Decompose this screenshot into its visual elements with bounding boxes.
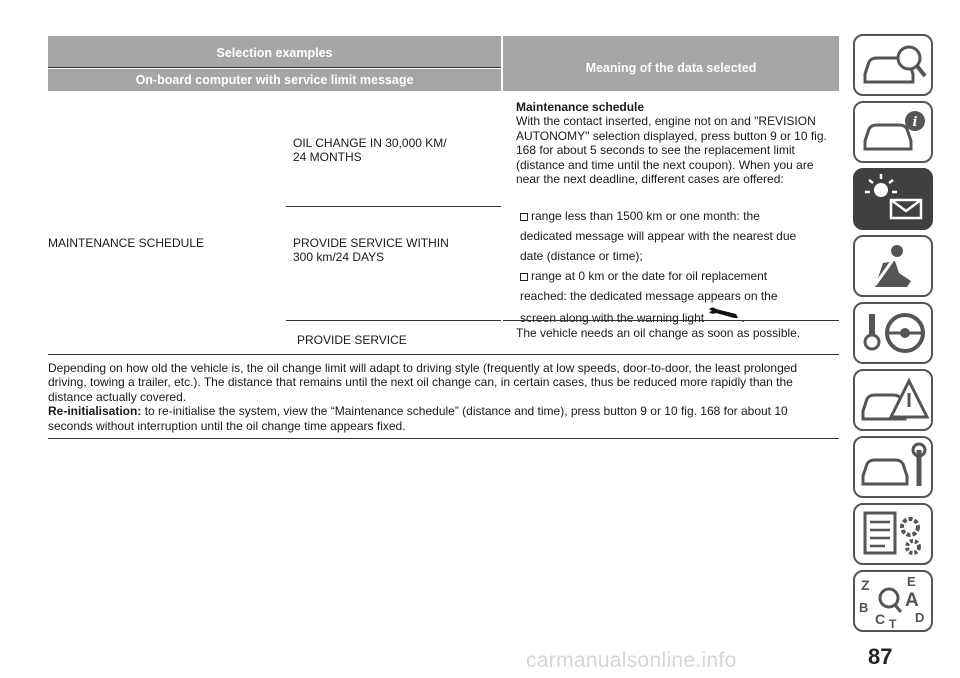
checkbox-bullet-icon [520, 213, 528, 221]
bullet-1-text: range less than 1500 km or one month: the dedicated message will appear with the nearest due date (distance or time); [520, 209, 797, 263]
reinit-paragraph [48, 404, 834, 433]
checkbox-bullet-icon [520, 273, 528, 281]
header-meaning: Meaning of the data selected [503, 36, 839, 91]
cell-oil-change [293, 136, 483, 165]
row-label-maintenance-schedule: MAINTENANCE SCHEDULE [48, 236, 205, 250]
header-divider [48, 67, 501, 68]
cell-oil-change-line1: OIL CHANGE IN 30,000 KM/ [293, 136, 447, 150]
bullet-item-1 [520, 206, 800, 266]
sidebar-tab-car-info[interactable] [853, 101, 933, 163]
sidebar-tab-warning-lights[interactable] [853, 168, 933, 230]
car-wrench-icon [855, 438, 931, 496]
meaning-title: Maintenance schedule [516, 100, 645, 114]
sidebar-tab-starting-driving[interactable] [853, 302, 933, 364]
body-bottom-rule [48, 438, 839, 439]
body-text [48, 361, 834, 433]
index-letter-c: C [875, 611, 886, 627]
header-onboard-computer: On-board computer with service limit message [48, 69, 501, 91]
header-selection-examples: Selection examples [48, 36, 501, 68]
key-steering-wheel-icon [855, 304, 931, 362]
bullet-2-text: range at 0 km or the date for oil replacement reached: the dedicated message appears on the screen along with the warning light [520, 269, 778, 325]
page-number: 87 [868, 644, 893, 669]
watermark: carmanualsonline.info [526, 649, 737, 672]
list-gears-icon [855, 505, 931, 563]
index-letter-z: Z [861, 577, 870, 593]
sidebar-tab-safety[interactable] [853, 235, 933, 297]
sidebar-tab-maintenance[interactable] [853, 436, 933, 498]
car-info-icon [855, 103, 931, 161]
bullet-2-end: . [741, 311, 745, 325]
index-letter-d: D [915, 610, 925, 625]
reinit-label: Re-initialisation: [48, 404, 142, 419]
warning-light-envelope-icon [855, 170, 931, 228]
cell-divider-1 [286, 206, 501, 207]
table-bottom-rule [48, 354, 839, 355]
seat-airbag-icon [855, 237, 931, 295]
meaning-divider [503, 320, 839, 321]
cell-provide-service: PROVIDE SERVICE [297, 333, 407, 347]
index-letter-b: B [859, 600, 869, 615]
cell-provide-service-within-line2: 300 km/24 DAYS [293, 250, 385, 265]
sidebar-tab-technical-data[interactable] [853, 503, 933, 565]
index-letter-t: T [889, 617, 897, 630]
sidebar-tab-index[interactable] [853, 570, 933, 632]
index-letter-e: E [907, 574, 916, 589]
cell-oil-change-line2: 24 MONTHS [293, 150, 362, 165]
cell-provide-service-within-line1: PROVIDE SERVICE WITHIN [293, 236, 449, 250]
car-search-icon [855, 36, 931, 94]
meaning-column [516, 100, 832, 186]
svg-text:i: i [912, 115, 918, 130]
meaning-last: The vehicle needs an oil change as soon as possible. [516, 326, 801, 340]
wrench-warning-icon [707, 306, 741, 326]
reinit-text: to re-initialise the system, view the “Maintenance schedule” (distance and time), press button 9 or 10 fig. 168 for about 10 seconds without interruption until the oil change time appears fixed. [48, 404, 788, 433]
sidebar-tab-emergency[interactable] [853, 369, 933, 431]
cell-divider-2 [286, 320, 501, 321]
meaning-paragraph: With the contact inserted, engine not on and "REVISION AUTONOMY" selection displayed, press button 9 or 10 fig. 168 for about 5 seconds to see the replacement limit (distance and time until the next coupon). When you are near the next deadline, different cases are offered: [516, 114, 827, 187]
alphabet-index-icon [855, 572, 931, 630]
sidebar-tab-car-search[interactable] [853, 34, 933, 96]
index-letter-a: A [905, 590, 919, 611]
cell-provide-service-within [293, 236, 483, 265]
car-warning-triangle-icon [855, 371, 931, 429]
bullet-item-2 [520, 266, 800, 328]
body-paragraph-1: Depending on how old the vehicle is, the oil change limit will adapt to driving style (frequently at low speeds, door-to-door, the least prolonged driving, towing a trailer, etc.). The distance that remains until the next oil change can, in certain cases, thus be reduced more rapidly than the distance actually covered. [48, 361, 798, 404]
